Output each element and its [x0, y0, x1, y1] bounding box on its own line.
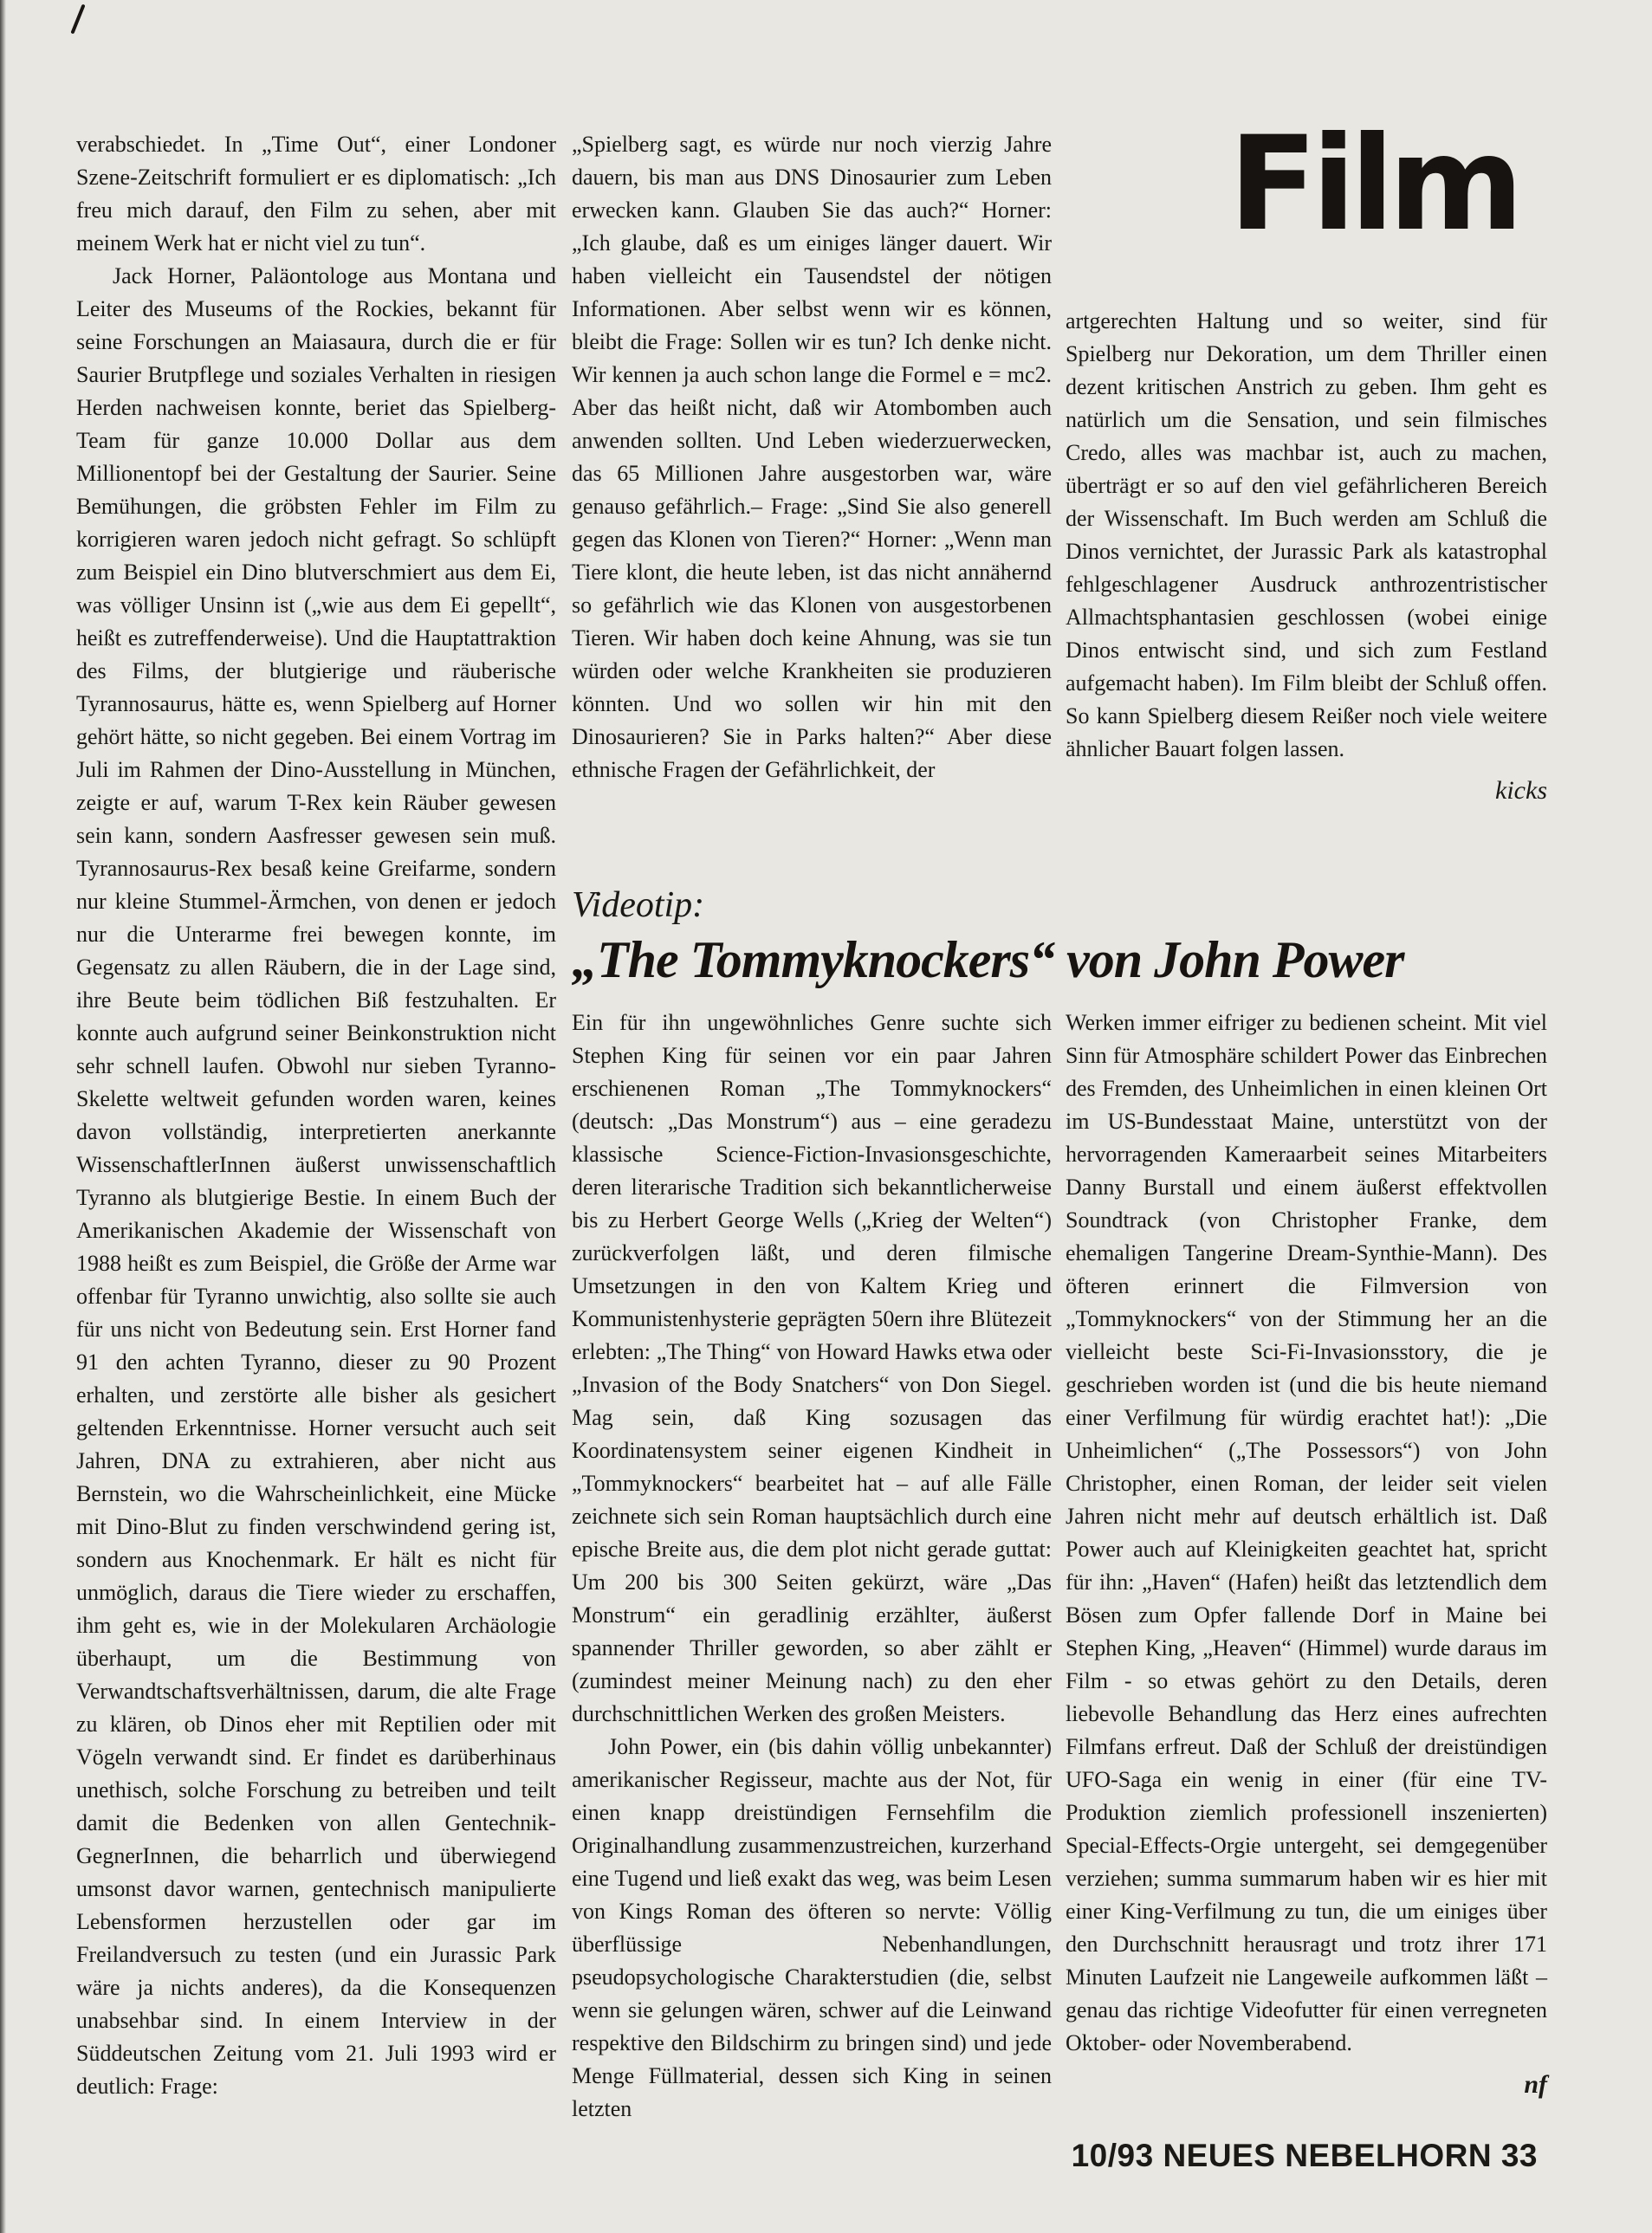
- page-footer: 10/93 NEUES NEBELHORN 33: [1071, 2138, 1538, 2173]
- article-paragraph: John Power, ein (bis dahin völlig unbekannter) amerikanischer Regisseur, machte aus der Not, für einen knapp dreistündigen Fernsehfilm die Originalhandlung zusammenzustreichen, kurzerhand eine Tugend und ließ exakt das weg, was beim Lesen von Kings Roman des öfteren so nervte: Völlig überflüssige Nebenhandlungen, pseudopsychologische Charakterstudien (die, selbst wenn sie gelungen wären, schwer auf die Leinwand respektive den Bildschirm zu bringen sind) und jede Menge Füllmaterial, dessen sich King in seinen letzten: [572, 1734, 1052, 2121]
- section-title-film: Film: [1228, 109, 1518, 260]
- author-byline: nf: [1524, 2070, 1547, 2099]
- article-column-1: [76, 128, 556, 2103]
- scan-corner-mark: [70, 4, 85, 35]
- videotip-kicker: Videotip:: [572, 885, 705, 925]
- article-column-3: [1066, 305, 1547, 807]
- article-paragraph: verabschiedet. In „Time Out“, einer Londoner Szene-Zeitschrift formuliert er es diplomatisch: „Ich freu mich darauf, den Film zu sehen, aber mit meinem Werk hat er nicht viel zu tun“.: [76, 132, 556, 256]
- article-paragraph: Jack Horner, Paläontologe aus Montana und Leiter des Museums of the Rockies, bekannt für seine Forschungen an Maiasaura, durch die er für Saurier Brutpflege und soziales Verhalten in riesigen Herden nachweisen konnte, beriet das Spielberg-Team für ganze 10.000 Dollar aus dem Millionentopf bei der Gestaltung der Saurier. Seine Bemühungen, die gröbsten Fehler im Film zu korrigieren waren jedoch nicht gefragt. So schlüpft zum Beispiel ein Dino blutverschmiert aus dem Ei, was völliger Unsinn ist („wie aus dem Ei gepellt“, heißt es zutreffenderweise). Und die Hauptattraktion des Films, der blutgierige und räuberische Tyrannosaurus, hätte es, wenn Spielberg auf Horner gehört hätte, so nicht gegeben. Bei einem Vortrag im Juli im Rahmen der Dino-Ausstellung in München, zeigte er auf, warum T-Rex kein Räuber gewesen sein kann, sondern Aasfresser gewesen sein muß. Tyrannosaurus-Rex besaß keine Greifarme, sondern nur kleine Stummel-Ärmchen, von denen er jedoch nur die Unterarme frei bewegen konnte, im Gegensatz zu allen Räubern, die in der Lage sind, ihre Beute beim tödlichen Biß festzuhalten. Er konnte auch aufgrund seiner Beinkonstruktion nicht sehr schnell laufen. Obwohl nur sieben Tyranno-Skelette weltweit gefunden worden waren, keines davon vollständig, interpretierten anerkannte WissenschaftlerInnen äußerst unwissenschaftlich Tyranno als blutgierige Bestie. In einem Buch der Amerikanischen Akademie der Wissenschaft von 1988 heißt es zum Beispiel, die Größe der Arme war offenbar für Tyranno unwichtig, also sollte sie auch für uns nicht von Bedeutung sein. Erst Horner fand 91 den achten Tyranno, dieser zu 90 Prozent erhalten, und zerstörte alle bisher als gesichert geltenden Erkenntnisse. Horner versucht auch seit Jahren, DNA zu extrahieren, aber nicht aus Bernstein, wo die Wahrscheinlichkeit, eine Mücke mit Dino-Blut zu finden verschwindend gering ist, sondern aus Knochenmark. Er hält es nicht für unmöglich, daraus die Tiere wieder zu erschaffen, ihm geht es, wie in der Molekularen Archäologie überhaupt, um die Bestimmung von Verwandtschaftsverhältnissen, darum, die alte Frage zu klären, ob Dinos eher mit Reptilien oder mit Vögeln verwandt sind. Er findet es darüberhinaus unethisch, solche Forschung zu betreiben und teilt damit die Bedenken von allen Gentechnik-GegnerInnen, die beharrlich und überwiegend umsonst davor warnen, gentechnisch manipulierte Lebensformen herzustellen oder gar im Freilandversuch zu testen (und ein Jurassic Park wäre ja nichts anderes), da die Konsequenzen unabsehbar sind. In einem Interview in der Süddeutschen Zeitung vom 21. Juli 1993 wird er deutlich: Frage:: [76, 263, 556, 2099]
- article-column-2: [572, 128, 1052, 786]
- videotip-column-1: [572, 1006, 1052, 2126]
- scan-edge-artifact: [0, 0, 6, 2233]
- article-paragraph: artgerechten Haltung und so weiter, sind für Spielberg nur Dekoration, um dem Thriller einen dezent kritischen Anstrich zu geben. Ihm geht es natürlich um die Sensation, und sein filmisches Credo, alles was machbar ist, auch zu machen, überträgt er so auf den viel gefährlicheren Bereich der Wissenschaft. Im Buch werden am Schluß die Dinos vernichtet, der Jurassic Park als katastrophal fehlgeschlagener Ausdruck anthrozentristischer Allmachtsphantasien geschlossen (wobei einige Dinos entwischt sind, und sich zum Festland aufgemacht haben). Im Film bleibt der Schluß offen. So kann Spielberg diesem Reißer noch viele weitere ähnlicher Bauart folgen lassen.: [1066, 308, 1547, 761]
- videotip-title: „The Tommyknockers“ von John Power: [572, 931, 1404, 988]
- author-byline: kicks: [1495, 776, 1547, 805]
- article-paragraph: Ein für ihn ungewöhnliches Genre suchte sich Stephen King für seinen vor ein paar Jahren erschienenen Roman „The Tommyknockers“ (deutsch: „Das Monstrum“) aus – eine geradezu klassische Science-Fiction-Invasionsgeschichte, deren literarische Tradition sich bekanntlicherweise bis zu Herbert George Wells („Krieg der Welten“) zurückverfolgen läßt, und deren filmische Umsetzungen in den von Kaltem Krieg und Kommunistenhysterie geprägten 50ern ihre Blütezeit erlebten: „The Thing“ von Howard Hawks etwa oder „Invasion of the Body Snatchers“ von Don Siegel. Mag sein, daß King sozusagen das Koordinatensystem seiner eigenen Kindheit in „Tommyknockers“ bearbeitet hat – auf alle Fälle zeichnete sich sein Roman hauptsächlich durch eine epische Breite aus, die dem plot nicht gerade guttat: Um 200 bis 300 Seiten gekürzt, wäre „Das Monstrum“ ein geradlinig erzählter, äußerst spannender Thriller geworden, so aber zählt er (zumindest meiner Meinung nach) zu den eher durchschnittlichen Werken des großen Meisters.: [572, 1010, 1052, 1726]
- article-paragraph: „Spielberg sagt, es würde nur noch vierzig Jahre dauern, bis man aus DNS Dinosaurier zum Leben erwecken kann. Glauben Sie das auch?“ Horner: „Ich glaube, daß es um einiges länger dauert. Wir haben vielleicht ein Tausendstel der nötigen Informationen. Aber selbst wenn wir es können, bleibt die Frage: Sollen wir es tun? Ich denke nicht. Wir kennen ja auch schon lange die Formel e = mc2. Aber das heißt nicht, daß wir Atombomben auch anwenden sollten. Und Leben wiederzuerwecken, das 65 Millionen Jahre ausgestorben war, wäre genauso gefährlich.– Frage: „Sind Sie also generell gegen das Klonen von Tieren?“ Horner: „Wenn man Tiere klont, die heute leben, ist das nicht annähernd so gefährlich wie das Klonen von ausgestorbenen Tieren. Wir haben doch keine Ahnung, was sie tun würden oder welche Krankheiten sie produzieren könnten. Und wo sollen wir hin mit den Dinosaurieren? Sie in Parks halten?“ Aber diese ethnische Fragen der Gefährlichkeit, der: [572, 132, 1052, 782]
- videotip-column-2: [1066, 1006, 1547, 2101]
- article-paragraph: Werken immer eifriger zu bedienen scheint. Mit viel Sinn für Atmosphäre schildert Power das Einbrechen des Fremden, des Unheimlichen in einen kleinen Ort im US-Bundesstaat Maine, unterstützt von der hervorragenden Kameraarbeit seines Mitarbeiters Danny Burstall und einem äußerst effektvollen Soundtrack (von Christopher Franke, dem ehemaligen Tangerine Dream-Synthie-Mann). Des öfteren erinnert die Filmversion von „Tommyknockers“ von der Stimmung her an die vielleicht beste Sci-Fi-Invasionsstory, die je geschrieben worden ist (und die bis heute niemand einer Verfilmung für würdig erachtet hat!): „Die Unheimlichen“ („The Possessors“) von John Christopher, einen Roman, der leider seit vielen Jahren nicht mehr auf deutsch erhältlich ist. Daß Power auch auf Kleinigkeiten geachtet hat, spricht für ihn: „Haven“ (Hafen) heißt das letztendlich dem Bösen zum Opfer fallende Dorf in Maine bei Stephen King, „Heaven“ (Himmel) wurde daraus im Film - so etwas gehört zu den Details, deren liebevolle Behandlung das Herz eines aufrechten Filmfans erfreut. Daß der Schluß der dreistündigen UFO-Saga ein wenig in einer (für eine TV-Produktion ziemlich professionell inszenierten) Special-Effects-Orgie untergeht, sei demgegenüber verziehen; summa summarum haben wir es hier mit einer King-Verfilmung zu tun, die um einiges über den Durchschnitt herausragt und trotz ihrer 171 Minuten Laufzeit nie Langeweile aufkommen läßt – genau das richtige Videofutter für einen verregneten Oktober- oder Novemberabend.: [1066, 1010, 1547, 2055]
